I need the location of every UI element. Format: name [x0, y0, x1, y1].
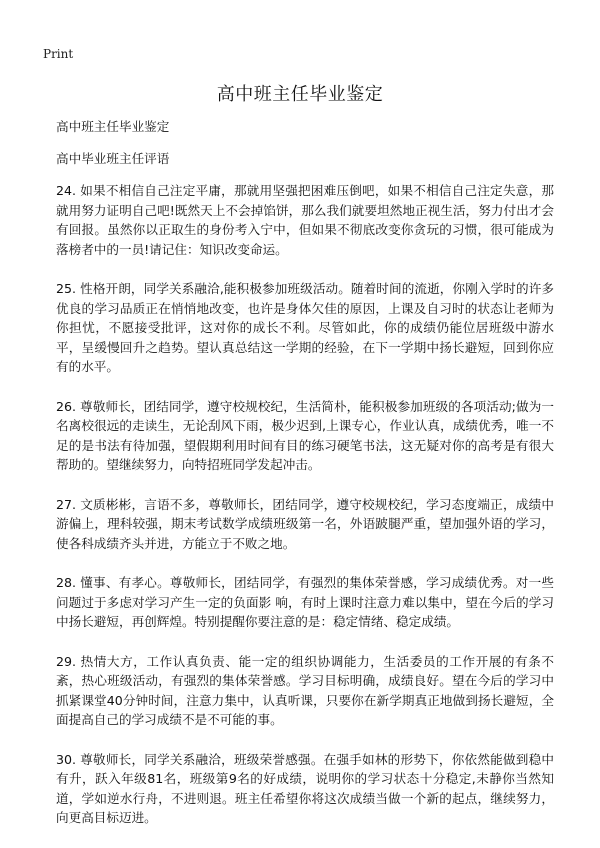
comment-paragraph-25: 25. 性格开朗，同学关系融洽,能积极参加班级活动。随着时间的流逝，你刚入学时的许多优良的学习品质正在悄悄地改变，也许是身体欠佳的原因，上课及自习时的状态让老师为你担忧，不愿接受批评，这对你的成长不利。尽管如此，你的成绩仍能位居班级中游水平，呈缓慢回升之趋势。望认真总结这一学期的经验，在下一学期中扬长避短，回到你应有的水平。 — [56, 281, 554, 374]
comment-paragraph-27: 27. 文质彬彬，言语不多，尊敬师长，团结同学，遵守校规校纪，学习态度端正，成绩中游偏上，理科较强，期末考试数学成绩班级第一名，外语跛腿严重，望加强外语的学习，使各科成绩齐头并进，方能立于不败之地。 — [56, 496, 554, 551]
comment-paragraph-29: 29. 热情大方，工作认真负责、能一定的组织协调能力，生活委员的工作开展的有条不紊，热心班级活动，有强烈的集体荣誉感。学习目标明确，成绩良好。望在今后的学习中抓紧课堂40分钟时间，注意力集中，认真听课，只要你在新学期真正地做到扬长避短，全面提高自己的学习成绩不是不可能的事。 — [56, 653, 554, 727]
document-subtitle: 高中班主任毕业鉴定 — [56, 119, 170, 134]
section-heading: 高中毕业班主任评语 — [56, 151, 170, 166]
document-title: 高中班主任毕业鉴定 — [216, 84, 384, 105]
comment-paragraph-30: 30. 尊敬师长，同学关系融洽，班级荣誉感强。在强手如林的形势下，你依然能做到稳中有升，跃入年级81名，班级第9名的好成绩，说明你的学习状态十分稳定,未静你当然知道，学如逆水行舟，不进则退。班主任希望你将这次成绩当做一个新的起点，继续努力，向更高目标迈进。 — [56, 751, 554, 825]
document-body — [56, 117, 554, 848]
comment-paragraph-28: 28. 懂事、有孝心。尊敬师长，团结同学，有强烈的集体荣誉感，学习成绩优秀。对一些问题过于多虑对学习产生一定的负面影 响，有时上课时注意力难以集中，望在今后的学习中扬长避短，再创辉煌。特别提醒你要注意的是：稳定情绪、稳定成绩。 — [56, 575, 554, 629]
comment-paragraph-26: 26. 尊敬师长，团结同学，遵守校规校纪，生活简朴，能积极参加班级的各项活动;做为一名离校很远的走读生，无论刮风下雨，极少迟到,上课专心，作业认真，成绩优秀，唯一不足的是书法有待加强，望假期利用时间有目的练习硬笔书法，这无疑对你的高考是有很大帮助的。望继续努力，向特招班同学发起冲击。 — [56, 398, 554, 472]
comment-paragraph-24: 24. 如果不相信自己注定平庸，那就用坚强把困难压倒吧，如果不相信自己注定失意，那就用努力证明自己吧!既然天上不会掉馅饼，那么我们就要坦然地正视生活，努力付出才会有回报。虽然你以正取生的身份考入宁中，但如果不彻底改变你贪玩的习惯，很可能成为落榜者中的一员!请记住：知识改变命运。 — [56, 183, 554, 257]
print-link[interactable]: Print — [43, 47, 74, 61]
